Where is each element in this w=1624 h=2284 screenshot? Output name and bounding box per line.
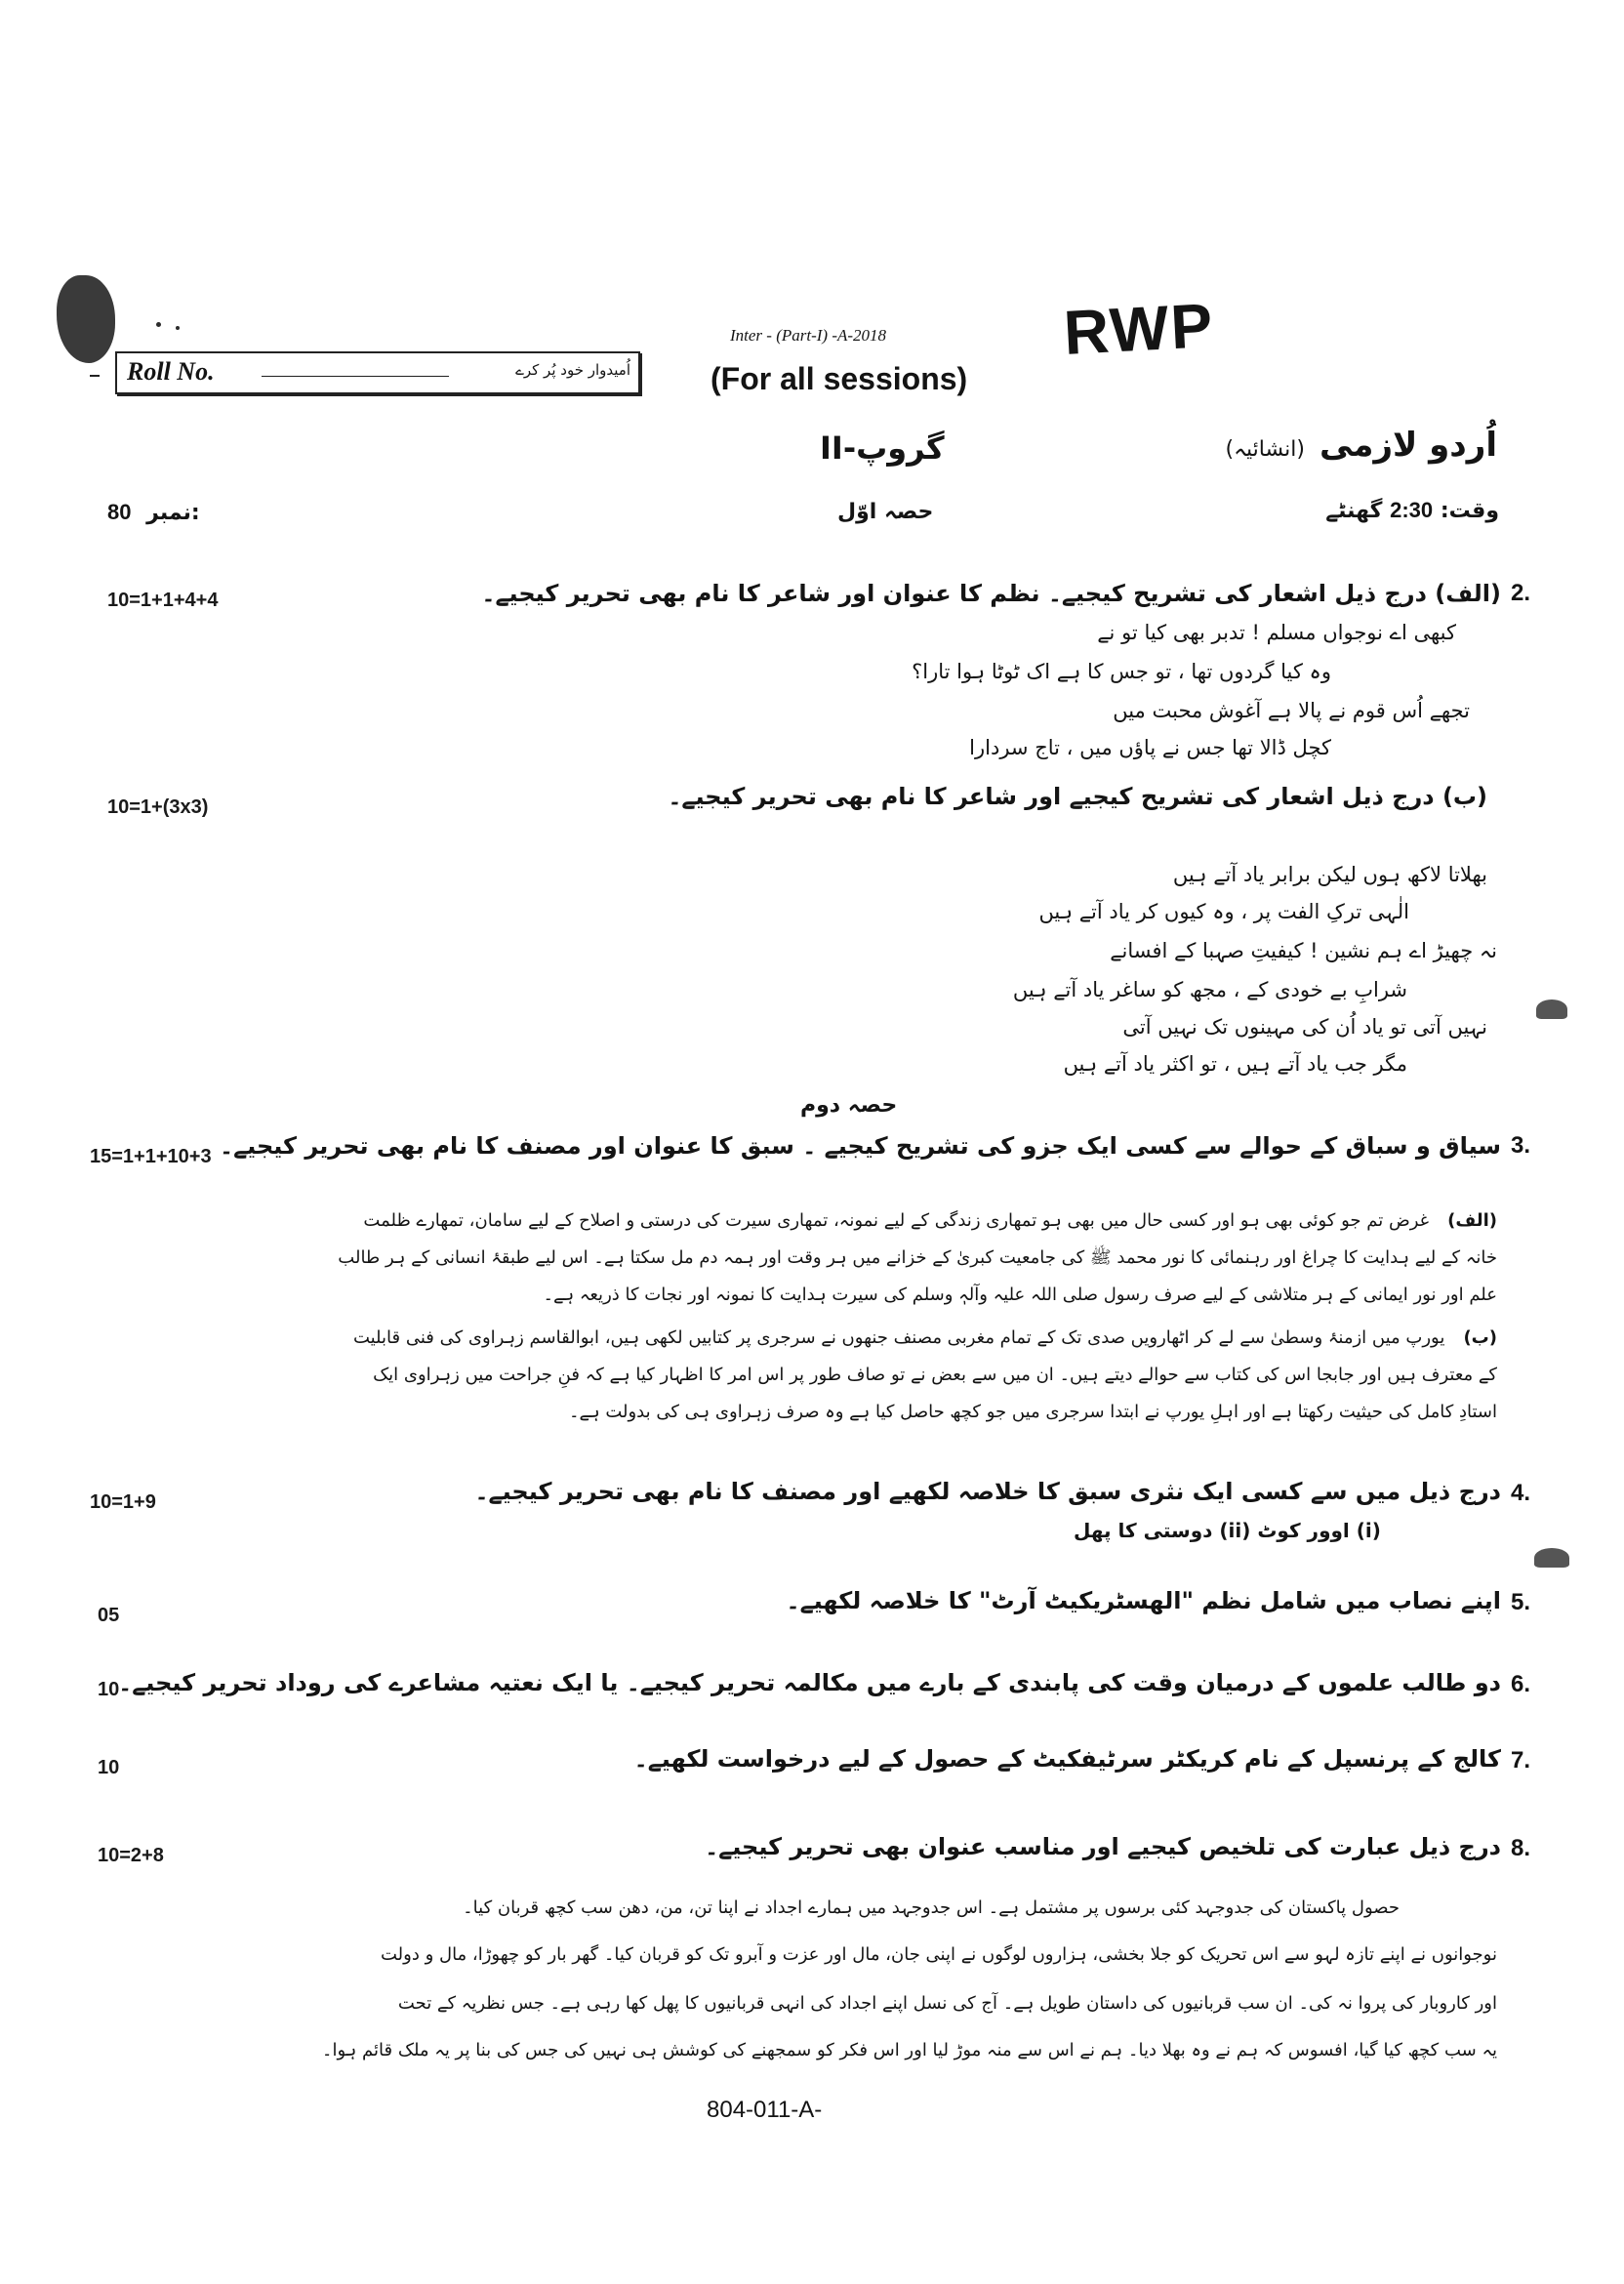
- q6-text: دو طالب علموں کے درمیان وقت کی پابندی کے بارے میں مکالمہ تحریر کیجیے۔ یا ایک نعتیہ مشاعرے کی روداد تحریر کیجیے۔: [118, 1669, 1501, 1696]
- q8-passage-line-3: اور کاروبار کی پروا نہ کی۔ ان سب قربانیوں کی داستان طویل ہے۔ آج کی نسل اپنے اجداد کی انہی قربانیوں کا پھل کھا رہی ہے۔ جس نظریہ کے تحت: [397, 1993, 1497, 2014]
- group-label: گروپ-II: [820, 429, 945, 467]
- roll-no-box: [115, 351, 640, 394]
- subject-name: اُردو لازمی: [1320, 426, 1497, 465]
- q4-marks: 10=1+9: [90, 1491, 156, 1513]
- q8-text: درج ذیل عبارت کی تلخیص کیجیے اور مناسب عنوان بھی تحریر کیجیے۔: [705, 1833, 1501, 1860]
- q3-part-b-text: یورپ میں ازمنۂ وسطیٰ سے لے کر اٹھارویں صدی تک کے تمام مغربی مصنف جنھوں نے سرجری پر کتابیں لکھی ہیں، ابوالقاسم زہراوی کی فنی قابلیت کے معترف ہیں اور جابجا اس کی کتاب سے حوالے دیتے ہیں۔ ان میں سے بعض نے تو صاف طور پر اس امر کا اظہار کیا ہے کہ فنِ جراحت میں زہراوی ایک استادِ کامل کی حیثیت رکھتا ہے اور اہلِ یورپ نے ابتدا سرجری میں جو کچھ حاصل کیا ہے وہ صرف زہراوی ہی کی بدولت ہے۔: [352, 1327, 1497, 1422]
- ink-smudge: [57, 275, 115, 363]
- q7-text: کالج کے پرنسپل کے نام کریکٹر سرٹیفکیٹ کے حصول کے لیے درخواست لکھیے۔: [633, 1745, 1501, 1773]
- q2b-verse-5: نہیں آتی تو یاد اُن کی مہینوں تک نہیں آتی: [1122, 1015, 1487, 1039]
- punch-mark: [1536, 999, 1567, 1019]
- q5-marks: 05: [98, 1605, 120, 1626]
- q3-part-a: [336, 1203, 1497, 1314]
- subject-title: [1226, 426, 1497, 465]
- punch-mark: [1534, 1548, 1569, 1568]
- q2b-verse-3: نہ چھیڑ اے ہم نشین ! کیفیتِ صہبا کے افسانے: [1110, 939, 1497, 962]
- candidate-note: اُمیدوار خود پُر کرے: [515, 361, 630, 379]
- q2b-verse-1: بھلاتا لاکھ ہوں لیکن برابر یاد آتے ہیں: [1172, 863, 1487, 886]
- ink-dot: [176, 326, 180, 330]
- sessions-label: (For all sessions): [710, 361, 968, 396]
- q2a-text: (الف) درج ذیل اشعار کی تشریح کیجیے۔ نظم کا عنوان اور شاعر کا نام بھی تحریر کیجیے۔: [481, 580, 1501, 607]
- q8-passage-line-4: یہ سب کچھ کیا گیا، افسوس کہ ہم نے وہ بھلا دیا۔ ہم نے اس سے منہ موڑ لیا اور اس فکر کو سمجھنے کی کوشش ہی نہیں کی جس کی بنا پر یہ ملک قائم ہوا۔: [321, 2040, 1497, 2060]
- subject-type: (انشائیہ): [1225, 437, 1305, 462]
- left-dash: [90, 375, 100, 377]
- time-info: [1325, 498, 1499, 523]
- q6-marks: 10: [98, 1679, 120, 1700]
- q4-options: (i) اوور کوٹ (ii) دوستی کا پھل: [1074, 1519, 1381, 1542]
- q3-text: سیاق و سباق کے حوالے سے کسی ایک جزو کی تشریح کیجیے ۔ سبق کا عنوان اور مصنف کا نام بھی تحریر کیجیے۔: [220, 1132, 1501, 1160]
- marks-value: 80: [107, 500, 132, 524]
- q2a-marks: 10=1+1+4+4: [107, 590, 219, 611]
- q3-marks: 15=1+1+10+3: [90, 1146, 212, 1167]
- q5-text: اپنے نصاب میں شامل نظم "الھسٹریکیٹ آرٹ" کا خلاصہ لکھیے۔: [786, 1587, 1501, 1614]
- q3-part-a-text: غرض تم جو کوئی بھی ہو اور کسی حال میں بھی ہو تمھاری زندگی کے لیے نمونہ، تمھاری سیرت کی درستی و اصلاح کے لیے سامان، تمھارے ظلمت خانہ کے لیے ہدایت کا چراغ اور رہنمائی کا نور محمد ﷺ کی جامعیت کبریٰ کے خزانے میں ہر وقت اور ہمہ دم مل سکتا ہے۔ اس لیے طبقۂ انسانی کے ہر طالب علم اور نور ایمانی کے ہر متلاشی کے لیے صرف رسول صلی اللہ علیہ وآلہٖ وسلم کی سیرت ہدایت کا نمونہ اور نجات کا ذریعہ ہے۔: [338, 1210, 1497, 1305]
- exam-code: Inter - (Part-I) -A-2018: [730, 326, 887, 345]
- section-1-label: حصہ اوّل: [837, 500, 934, 524]
- ink-dot: [156, 322, 161, 327]
- q8-marks: 10=2+8: [98, 1845, 164, 1866]
- total-marks: [107, 500, 200, 525]
- q6-number: 6.: [1511, 1671, 1531, 1697]
- q7-number: 7.: [1511, 1747, 1531, 1774]
- q8-passage-line-1: حصول پاکستان کی جدوجہد کئی برسوں پر مشتمل ہے۔ اس جدوجہد میں ہمارے اجداد نے اپنا تن، من، دھن سب کچھ قربان کیا۔: [463, 1897, 1400, 1918]
- q3-number: 3.: [1511, 1132, 1531, 1159]
- board-mark: RWP: [1062, 290, 1216, 368]
- q2a-verse-4: کچل ڈالا تھا جس نے پاؤں میں ، تاج سردارا: [969, 736, 1331, 759]
- q2a-verse-2: وہ کیا گردوں تھا ، تو جس کا ہے اک ٹوٹا ہوا تارا؟: [912, 660, 1331, 683]
- q2b-verse-2: الٰہی ترکِ الفت پر ، وہ کیوں کر یاد آتے ہیں: [1038, 900, 1409, 923]
- time-unit: گھنٹے: [1325, 499, 1383, 523]
- q2-number: 2.: [1511, 580, 1531, 606]
- q2b-verse-4: شرابِ بے خودی کے ، مجھ کو ساغر یاد آتے ہیں: [1012, 978, 1407, 1001]
- q2b-marks: 10=1+(3x3): [107, 796, 209, 818]
- q7-marks: 10: [98, 1757, 120, 1778]
- q2b-verse-6: مگر جب یاد آتے ہیں ، تو اکثر یاد آتے ہیں: [1063, 1052, 1407, 1076]
- q3-part-a-label: (الف): [1447, 1210, 1497, 1231]
- q8-number: 8.: [1511, 1835, 1531, 1861]
- q4-text: درج ذیل میں سے کسی ایک نثری سبق کا خلاصہ لکھیے اور مصنف کا نام بھی تحریر کیجیے۔: [474, 1478, 1501, 1505]
- q2a-verse-1: کبھی اے نوجواں مسلم ! تدبر بھی کیا تو نے: [1097, 621, 1456, 644]
- section-2-label: حصہ دوم: [800, 1093, 898, 1118]
- q4-number: 4.: [1511, 1480, 1531, 1506]
- time-value: 2:30: [1390, 498, 1434, 522]
- q5-number: 5.: [1511, 1589, 1531, 1615]
- q3-part-b: [336, 1320, 1497, 1431]
- q2a-verse-3: تجھے اُس قوم نے پالا ہے آغوش محبت میں: [1113, 699, 1470, 722]
- roll-no-label: Roll No.: [127, 357, 215, 386]
- paper-code: 804-011-A-: [707, 2097, 823, 2123]
- time-label: وقت:: [1440, 499, 1499, 523]
- q2b-text: (ب) درج ذیل اشعار کی تشریح کیجیے اور شاعر کا نام بھی تحریر کیجیے۔: [668, 783, 1487, 810]
- roll-no-field[interactable]: ________________: [262, 359, 450, 382]
- q8-passage-line-2: نوجوانوں نے اپنے تازہ لہو سے اس تحریک کو جلا بخشی، ہزاروں لوگوں نے اپنی جان، مال اور عزت و آبرو تک کو قربان کیا۔ گھر بار کو چھوڑا، مال و دولت: [380, 1944, 1497, 1965]
- marks-label: نمبر:: [146, 501, 200, 525]
- q3-part-b-label: (ب): [1463, 1327, 1497, 1348]
